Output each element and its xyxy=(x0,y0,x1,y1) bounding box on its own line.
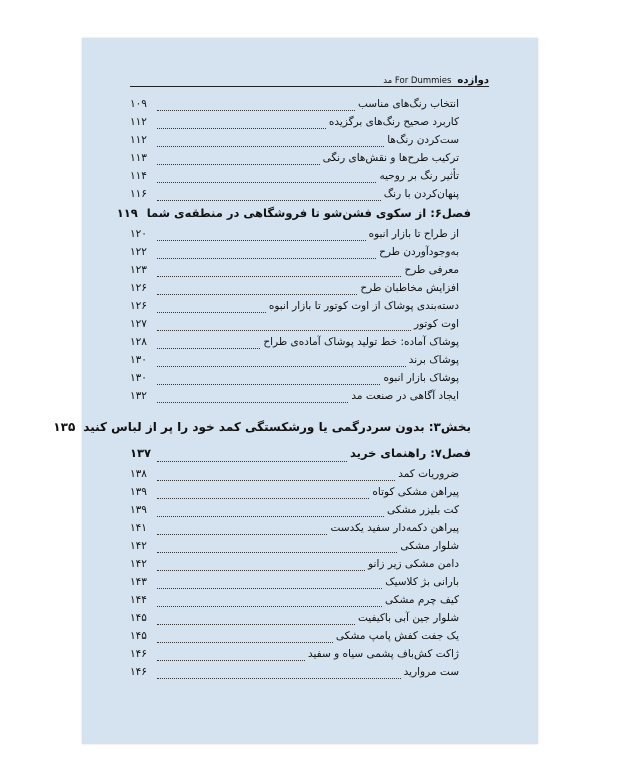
toc-row[interactable] xyxy=(130,522,471,540)
toc-page-number: ۱۴۳ xyxy=(130,576,147,588)
dot-leader xyxy=(157,365,406,367)
toc-entry-title: دامن مشکی زیر زانو xyxy=(368,558,459,570)
toc-entry-title: فصل۶: از سکوی فشن‌شو تا فروشگاهی در منطقه‌ی شما xyxy=(146,206,471,220)
dot-leader xyxy=(157,199,381,201)
toc-entry-title: یک جفت کفش پامپ مشکی xyxy=(335,630,459,642)
dot-leader xyxy=(157,569,365,571)
dot-leader xyxy=(157,479,395,481)
dot-leader xyxy=(157,163,320,165)
toc-page-number: ۱۲۶ xyxy=(130,282,147,294)
toc-row[interactable] xyxy=(130,390,471,408)
toc-entry-title: پنهان‌کردن با رنگ xyxy=(383,188,459,200)
toc-entry-title: بارانی بژ کلاسیک xyxy=(385,576,459,588)
toc-page-number: ۱۴۶ xyxy=(130,666,147,678)
toc-entry-title: ژاکت کش‌باف پشمی سیاه و سفید xyxy=(307,648,459,660)
toc-page-number: ۱۳۰ xyxy=(130,372,147,384)
dot-leader xyxy=(157,677,401,679)
dot-leader xyxy=(157,181,376,183)
toc-row[interactable] xyxy=(130,468,471,486)
toc-row[interactable] xyxy=(130,612,471,630)
toc-row[interactable] xyxy=(130,98,471,116)
toc-row[interactable] xyxy=(130,630,471,648)
toc-entry-title: کاربرد صحیح رنگ‌های برگزیده xyxy=(328,116,459,128)
toc-part-row[interactable] xyxy=(53,420,471,446)
toc-entry-title: ست‌کردن رنگ‌ها xyxy=(387,134,459,146)
toc-row[interactable] xyxy=(130,372,471,390)
dot-leader xyxy=(157,551,397,553)
dot-leader xyxy=(157,659,305,661)
toc-entry-title: ضروریات کمد xyxy=(398,468,459,480)
toc-page-number: ۱۱۳ xyxy=(130,152,147,164)
toc-page-number: ۱۳۹ xyxy=(130,504,147,516)
page-label: دوازده xyxy=(457,75,489,86)
dot-leader xyxy=(157,401,348,403)
toc-entry-title: انتخاب رنگ‌های مناسب xyxy=(358,98,459,110)
dot-leader xyxy=(157,109,355,111)
toc-page-number: ۱۲۶ xyxy=(130,300,147,312)
dot-leader xyxy=(157,533,327,535)
toc-entry-title: تأثیر رنگ بر روحیه xyxy=(379,170,459,182)
toc-entry-title: پیراهن دکمه‌دار سفید یکدست xyxy=(330,522,459,534)
toc-row[interactable] xyxy=(130,504,471,522)
toc-row[interactable] xyxy=(130,318,471,336)
toc-page-number: ۱۴۱ xyxy=(130,522,147,534)
toc-row[interactable] xyxy=(130,576,471,594)
toc-entry-title: افزایش مخاطبان طرح xyxy=(360,282,459,294)
toc-page-number: ۱۳۸ xyxy=(130,468,147,480)
toc-row[interactable] xyxy=(130,134,471,152)
dot-leader xyxy=(157,275,401,277)
dot-leader xyxy=(157,257,376,259)
dot-leader xyxy=(157,127,326,129)
toc-row[interactable] xyxy=(130,228,471,246)
toc-page-number: ۱۳۹ xyxy=(130,486,147,498)
dot-leader xyxy=(157,641,333,643)
toc-entry-title: اوت کوتور xyxy=(413,318,459,330)
toc-page-number: ۱۴۵ xyxy=(130,630,147,642)
toc-row[interactable] xyxy=(130,648,471,666)
toc-entry-title: شلوار جین آبی باکیفیت xyxy=(357,612,459,624)
dot-leader xyxy=(157,460,347,462)
toc-page-number: ۱۳۲ xyxy=(130,390,147,402)
toc-page-number: ۱۳۰ xyxy=(130,354,147,366)
toc-page-number: ۱۱۶ xyxy=(130,188,147,200)
book-title: For Dummies مد xyxy=(383,76,452,86)
toc-entry-title: پیراهن مشکی کوتاه xyxy=(372,486,459,498)
toc-row[interactable] xyxy=(130,152,471,170)
dot-leader xyxy=(157,383,380,385)
toc-page-number: ۱۲۲ xyxy=(130,246,147,258)
toc-page-number: ۱۳۵ xyxy=(53,420,76,434)
toc-entry-title: ست مروارید xyxy=(403,666,459,678)
toc-entry-title: فصل۷: راهنمای خرید xyxy=(350,446,471,460)
dot-leader xyxy=(157,587,382,589)
toc-page-number: ۱۴۶ xyxy=(130,648,147,660)
toc-entry-title: شلوار مشکی xyxy=(400,540,459,552)
toc-entry-title: کت بلیزر مشکی xyxy=(387,504,459,516)
dot-leader xyxy=(157,605,382,607)
page-header xyxy=(130,70,489,87)
toc-row[interactable] xyxy=(130,540,471,558)
toc-page-number: ۱۰۹ xyxy=(130,98,147,110)
toc-row[interactable] xyxy=(130,300,471,318)
toc-entry-title: دسته‌بندی پوشاک از اوت کوتور تا بازار انبوه xyxy=(268,300,459,312)
toc-page-number: ۱۲۰ xyxy=(130,228,147,240)
toc-page-number: ۱۳۷ xyxy=(130,446,152,460)
toc-row[interactable] xyxy=(130,170,471,188)
toc-row[interactable] xyxy=(130,264,471,282)
toc-entry-title: ایجاد آگاهی در صنعت مد xyxy=(351,390,459,402)
toc-chapter-row[interactable] xyxy=(116,206,471,228)
toc-row[interactable] xyxy=(130,188,471,206)
toc-page-number: ۱۴۲ xyxy=(130,558,147,570)
toc-row[interactable] xyxy=(130,558,471,576)
dot-leader xyxy=(157,623,355,625)
toc-entry-title: کیف چرم مشکی xyxy=(384,594,459,606)
toc-entry-title: پوشاک برند xyxy=(408,354,459,366)
toc-page-number: ۱۴۲ xyxy=(130,540,147,552)
toc-page-number: ۱۲۳ xyxy=(130,264,147,276)
toc-page-number: ۱۴۵ xyxy=(130,612,147,624)
dot-leader xyxy=(157,293,357,295)
dot-leader xyxy=(157,497,369,499)
dot-leader xyxy=(157,329,411,331)
toc-entry-title: پوشاک آماده: خط تولید پوشاک آماده‌ی طراح xyxy=(263,336,459,348)
toc-entry-title: پوشاک بازار انبوه xyxy=(383,372,459,384)
toc-row[interactable] xyxy=(130,336,471,354)
toc-page-number: ۱۲۸ xyxy=(130,336,147,348)
toc-page-number: ۱۱۲ xyxy=(130,116,147,128)
dot-leader xyxy=(157,515,384,517)
toc-row[interactable] xyxy=(130,594,471,612)
toc-row[interactable] xyxy=(130,666,471,684)
dot-leader xyxy=(157,311,266,313)
dot-leader xyxy=(157,239,366,241)
toc-page-number: ۱۱۴ xyxy=(130,170,147,182)
toc-entry-title: از طراح تا بازار انبوه xyxy=(368,228,459,240)
dot-leader xyxy=(157,347,260,349)
table-of-contents xyxy=(53,98,471,684)
toc-entry-title: بخش۳: بدون سردرگمی یا ورشکستگی کمد خود را پر از لباس کنید xyxy=(83,420,471,434)
toc-row[interactable] xyxy=(130,282,471,300)
toc-page-number: ۱۴۴ xyxy=(130,594,147,606)
toc-page-number: ۱۱۹ xyxy=(116,206,138,220)
toc-entry-title: معرفی طرح xyxy=(404,264,459,276)
toc-entry-title: ترکیب طرح‌ها و نقش‌های رنگی xyxy=(322,152,459,164)
toc-row[interactable] xyxy=(130,246,471,264)
toc-page-number: ۱۲۷ xyxy=(130,318,147,330)
toc-row[interactable] xyxy=(130,354,471,372)
toc-entry-title: به‌وجودآوردن طرح xyxy=(379,246,459,258)
toc-row[interactable] xyxy=(130,116,471,134)
toc-page-number: ۱۱۲ xyxy=(130,134,147,146)
toc-row[interactable] xyxy=(130,486,471,504)
toc-chapter-row[interactable] xyxy=(130,446,471,468)
dot-leader xyxy=(157,145,384,147)
